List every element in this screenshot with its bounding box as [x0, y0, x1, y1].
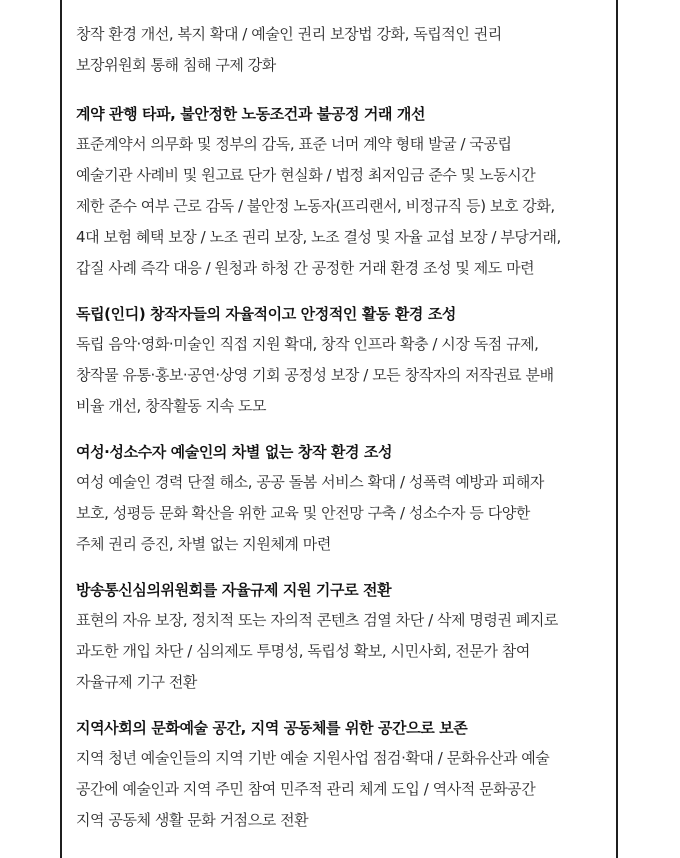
text-line: 표현의 자유 보장, 정치적 또는 자의적 콘텐츠 검열 차단 / 삭제 명령권 폐지로: [76, 611, 558, 629]
text-line: 지역 공동체 생활 문화 거점으로 전환: [76, 811, 309, 829]
section-heading: 계약 관행 타파, 불안정한 노동조건과 불공정 거래 개선: [76, 105, 426, 123]
text-line: 독립 음악·영화·미술인 직접 지원 확대, 창작 인프라 확충 / 시장 독점 규제,: [76, 335, 539, 353]
section-local-spaces: [76, 713, 616, 836]
text-line: 여성 예술인 경력 단절 해소, 공공 돌봄 서비스 확대 / 성폭력 예방과 피해자: [76, 473, 544, 491]
section-women-minorities: [76, 437, 616, 560]
policy-document: [76, 19, 616, 851]
text-line: 표준계약서 의무화 및 정부의 감독, 표준 너머 계약 형태 발굴 / 국공립: [76, 135, 512, 153]
text-line: 지역 청년 예술인들의 지역 기반 예술 지원사업 점검·확대 / 문화유산과 예술: [76, 749, 550, 767]
text-line: 공간에 예술인과 지역 주민 참여 민주적 관리 체계 도입 / 역사적 문화공간: [76, 780, 536, 798]
section-broadcast-commission: [76, 575, 616, 698]
text-line: 갑질 사례 즉각 대응 / 원청과 하청 간 공정한 거래 환경 조성 및 제도 마련: [76, 259, 535, 277]
text-line: 창작물 유통·홍보·공연·상영 기회 공정성 보장 / 모든 창작자의 저작권료 분배: [76, 366, 554, 384]
section-indie-creators: [76, 299, 616, 422]
section-heading: 독립(인디) 창작자들의 자율적이고 안정적인 활동 환경 조성: [76, 305, 457, 323]
section-heading: 방송통신심의위원회를 자율규제 지원 기구로 전환: [76, 581, 392, 599]
text-line: 주체 권리 증진, 차별 없는 지원체계 마련: [76, 535, 331, 553]
section-heading: 여성·성소수자 예술인의 차별 없는 창작 환경 조성: [76, 443, 393, 461]
text-line: 보호, 성평등 문화 확산을 위한 교육 및 안전망 구축 / 성소수자 등 다양한: [76, 504, 530, 522]
text-line: 제한 준수 여부 근로 감독 / 불안정 노동자(프리랜서, 비정규직 등) 보호 강화,: [76, 197, 555, 215]
text-line: 과도한 개입 차단 / 심의제도 투명성, 독립성 확보, 시민사회, 전문가 참여: [76, 642, 530, 660]
text-line: 창작 환경 개선, 복지 확대 / 예술인 권리 보장법 강화, 독립적인 권리: [76, 25, 502, 43]
section-heading: 지역사회의 문화예술 공간, 지역 공동체를 위한 공간으로 보존: [76, 719, 468, 737]
text-line: 자율규제 기구 전환: [76, 673, 197, 691]
intro-section: [76, 19, 616, 81]
text-line: 비율 개선, 창작활동 지속 도모: [76, 397, 267, 415]
text-line: 보장위원회 통해 침해 구제 강화: [76, 56, 276, 74]
text-line: 4대 보험 혜택 보장 / 노조 권리 보장, 노조 결성 및 자율 교섭 보장 / 부당거래,: [76, 228, 561, 246]
section-contract-practices: [76, 99, 616, 284]
text-line: 예술기관 사례비 및 원고료 단가 현실화 / 법정 최저임금 준수 및 노동시간: [76, 166, 536, 184]
